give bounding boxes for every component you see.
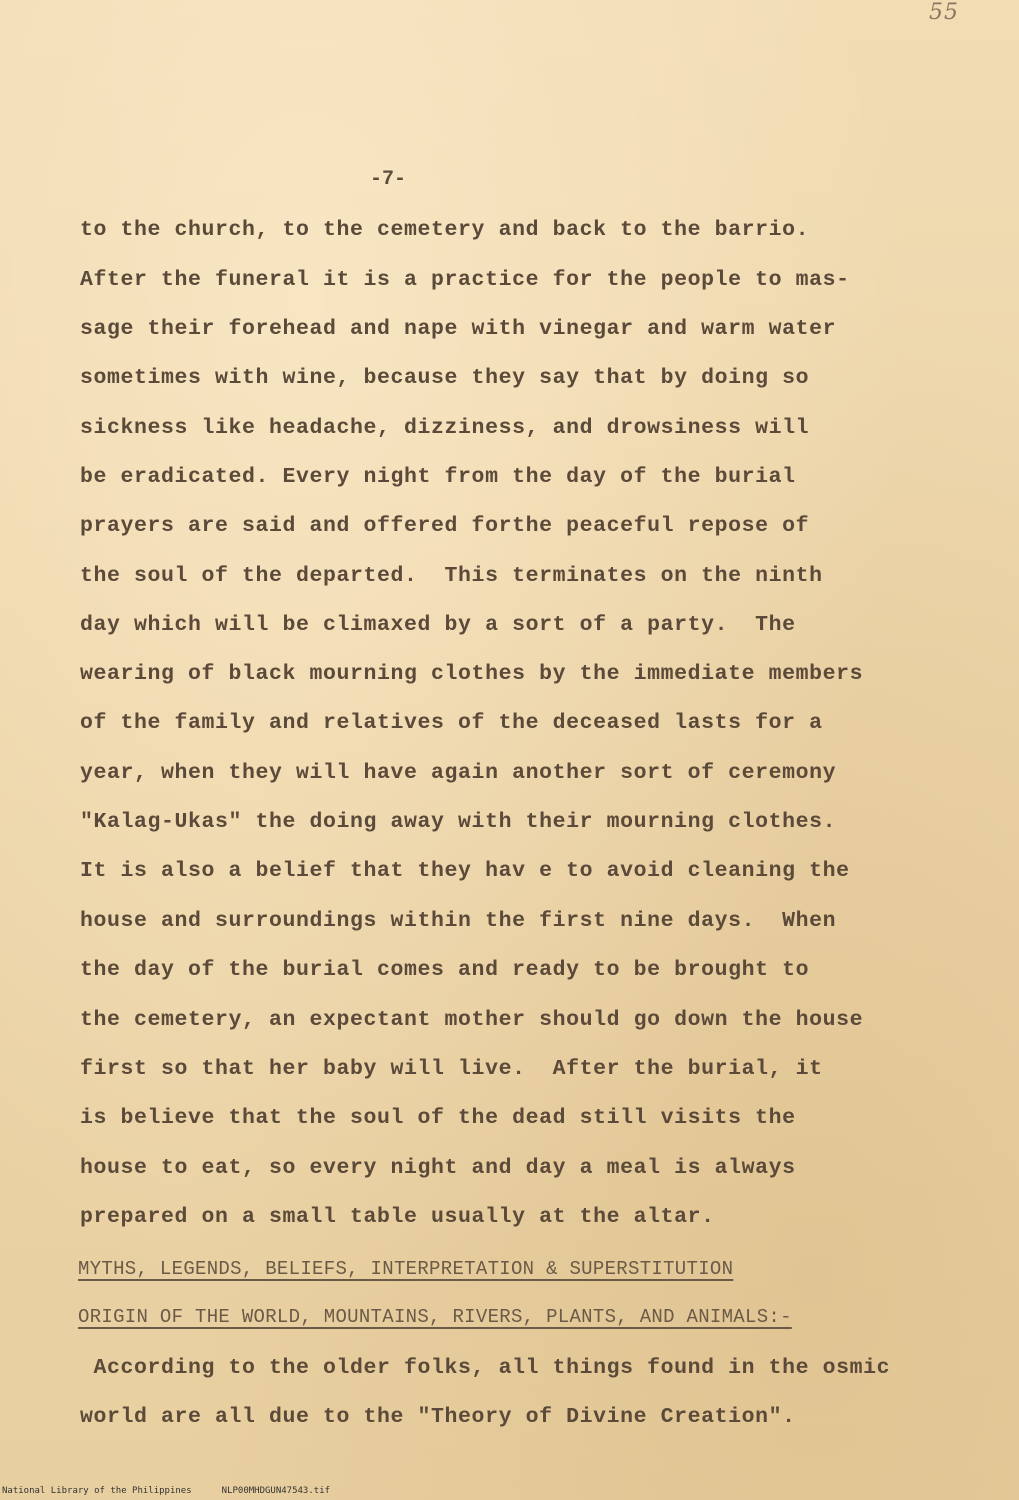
- text-line: prayers are said and offered forthe peaceful repose of: [80, 514, 810, 538]
- text-line: the cemetery, an expectant mother should go down the house: [80, 1008, 864, 1032]
- text-line: year, when they will have again another sort of ceremony: [80, 761, 837, 785]
- text-line: wearing of black mourning clothes by the immediate members: [80, 662, 864, 686]
- text-line: first so that her baby will live. After the burial, it: [80, 1057, 823, 1081]
- text-line: of the family and relatives of the deceased lasts for a: [80, 711, 823, 735]
- text-line: sometimes with wine, because they say that by doing so: [80, 366, 810, 390]
- text-line: day which will be climaxed by a sort of a party. The: [80, 613, 796, 637]
- section-heading: ORIGIN OF THE WORLD, MOUNTAINS, RIVERS, PLANTS, AND ANIMALS:-: [78, 1306, 792, 1328]
- text-line: the soul of the departed. This terminates on the ninth: [80, 564, 823, 588]
- text-line: world are all due to the "Theory of Divine Creation".: [80, 1405, 796, 1429]
- text-line: sickness like headache, dizziness, and drowsiness will: [80, 416, 810, 440]
- section-heading: MYTHS, LEGENDS, BELIEFS, INTERPRETATION & SUPERSTITUTION: [78, 1258, 734, 1280]
- page-number: -7-: [370, 168, 407, 191]
- text-line: to the church, to the cemetery and back to the barrio.: [80, 218, 810, 242]
- corner-page-mark: 55: [929, 0, 959, 25]
- text-line: sage their forehead and nape with vinegar and warm water: [80, 317, 837, 341]
- footer-library: National Library of the Philippines: [2, 1486, 192, 1496]
- text-line: According to the older folks, all things found in the osmic: [80, 1356, 891, 1380]
- text-line: After the funeral it is a practice for the people to mas-: [80, 268, 850, 292]
- text-line: be eradicated. Every night from the day of the burial: [80, 465, 796, 489]
- footer-file: NLP00MHDGUN47543.tif: [221, 1486, 331, 1496]
- text-line: house and surroundings within the first nine days. When: [80, 909, 837, 933]
- text-line: is believe that the soul of the dead still visits the: [80, 1106, 796, 1130]
- text-line: the day of the burial comes and ready to be brought to: [80, 958, 810, 982]
- scan-footer: [2, 1486, 360, 1496]
- text-line: house to eat, so every night and day a meal is always: [80, 1156, 796, 1180]
- text-line: prepared on a small table usually at the altar.: [80, 1205, 715, 1229]
- text-line: It is also a belief that they hav e to avoid cleaning the: [80, 859, 850, 883]
- text-line: "Kalag-Ukas" the doing away with their mourning clothes.: [80, 810, 837, 834]
